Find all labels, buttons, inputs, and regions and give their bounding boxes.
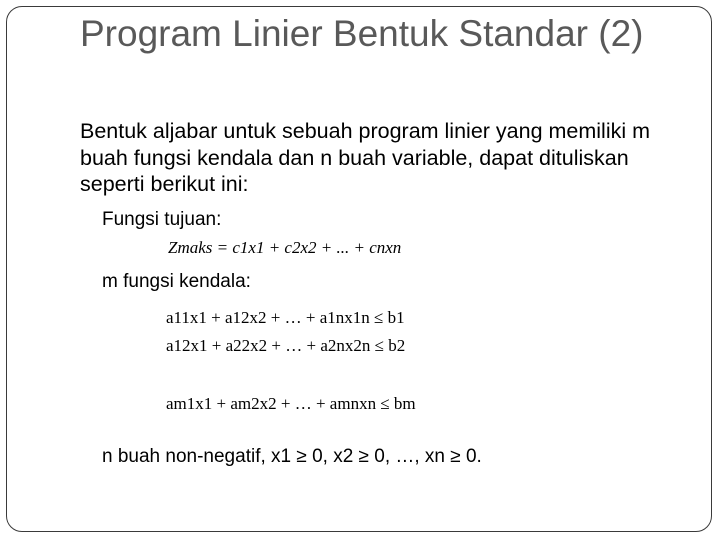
constraint-ellipsis xyxy=(166,360,416,390)
objective-formula xyxy=(168,238,401,258)
sub-bullet-text: Fungsi tujuan: xyxy=(102,209,222,230)
main-bullet xyxy=(80,118,690,198)
constraint-row: a12x1 + a22x2 + … + a2nx2n ≤ b2 xyxy=(166,336,406,355)
sub-bullet-text: m fungsi kendala: xyxy=(102,271,251,292)
constraint-row: a11x1 + a12x2 + … + a1nx1n ≤ b1 xyxy=(166,308,405,327)
objective-formula-text: Zmaks = c1x1 + c2x2 + ... + cnxn xyxy=(168,238,402,257)
constraint-row: am1x1 + am2x2 + … + amnxn ≤ bm xyxy=(166,394,416,413)
constraint-formulas xyxy=(166,304,416,418)
main-bullet-text: Bentuk aljabar untuk sebuah program linier yang memiliki m buah fungsi kendala dan n buah variable, dapat dituliskan seperti berikut ini: xyxy=(80,119,651,196)
slide-title: Program Linier Bentuk Standar (2) xyxy=(80,13,644,54)
sub-bullet-objective xyxy=(102,208,221,232)
sub-bullet-nonnegative xyxy=(102,445,482,469)
sub-bullet-text: n buah non-negatif, x1 ≥ 0, x2 ≥ 0, …, xn ≥ 0. xyxy=(102,446,482,467)
sub-bullet-constraints xyxy=(102,270,251,294)
